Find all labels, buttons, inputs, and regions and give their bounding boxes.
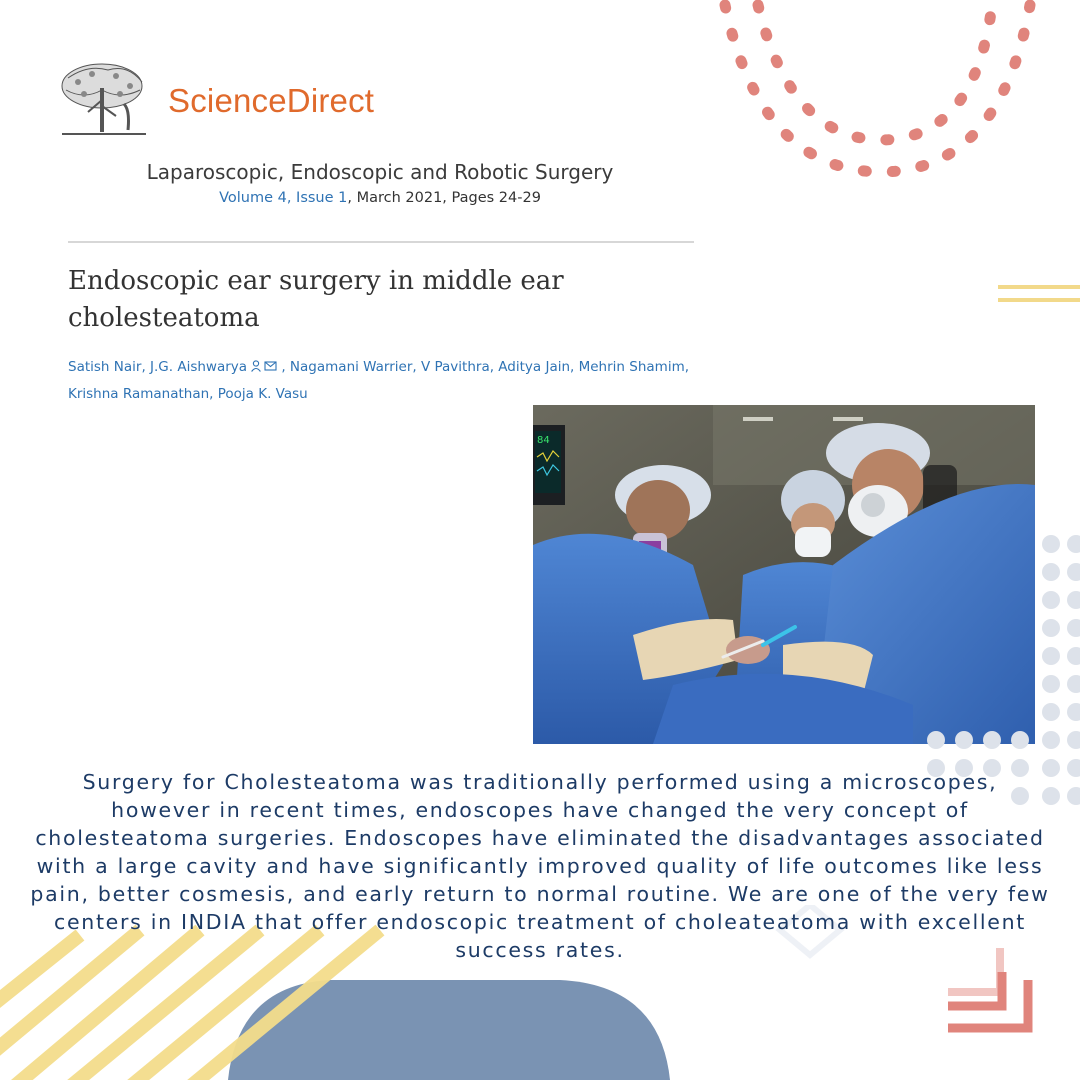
monitor-reading: 84 [537,435,550,446]
volume-issue-line [0,190,760,206]
article-title: Endoscopic ear surgery in middle ear cholesteatoma [68,266,564,333]
yellow-lines-decoration [996,283,1080,305]
sciencedirect-brand[interactable]: ScienceDirect [168,82,375,119]
author-names-primary[interactable]: Satish Nair, J.G. Aishwarya [68,359,248,375]
header-divider [68,241,694,243]
elsevier-tree-logo [58,60,150,142]
author-names-rest[interactable]: , Nagamani Warrier, V Pavithra, Aditya Jain, Mehrin Shamim, Krishna Ramanathan, Pooja K. Vasu [68,359,690,402]
author-list [68,354,708,408]
person-envelope-icon[interactable] [251,360,281,372]
body-paragraph: Surgery for Cholesteatoma was traditionally performed using a microscopes, however in recent times, endoscopes have changed the very concept of cholesteatoma surgeries. Endoscopes have eliminated the disadvantages associated with a large cavity and have significantly improved quality of life outcomes like less pain, better cosmesis, and early return to normal routine. We are one of the very few centers in INDIA that offer endoscopic treatment of choleateatoma with excellent success rates. [30,770,1050,962]
journal-name[interactable]: Laparoscopic, Endoscopic and Robotic Surgery [146,160,614,184]
volume-issue-link[interactable]: Volume 4, Issue 1 [219,190,348,206]
issue-date-pages: , March 2021, Pages 24-29 [347,190,541,206]
